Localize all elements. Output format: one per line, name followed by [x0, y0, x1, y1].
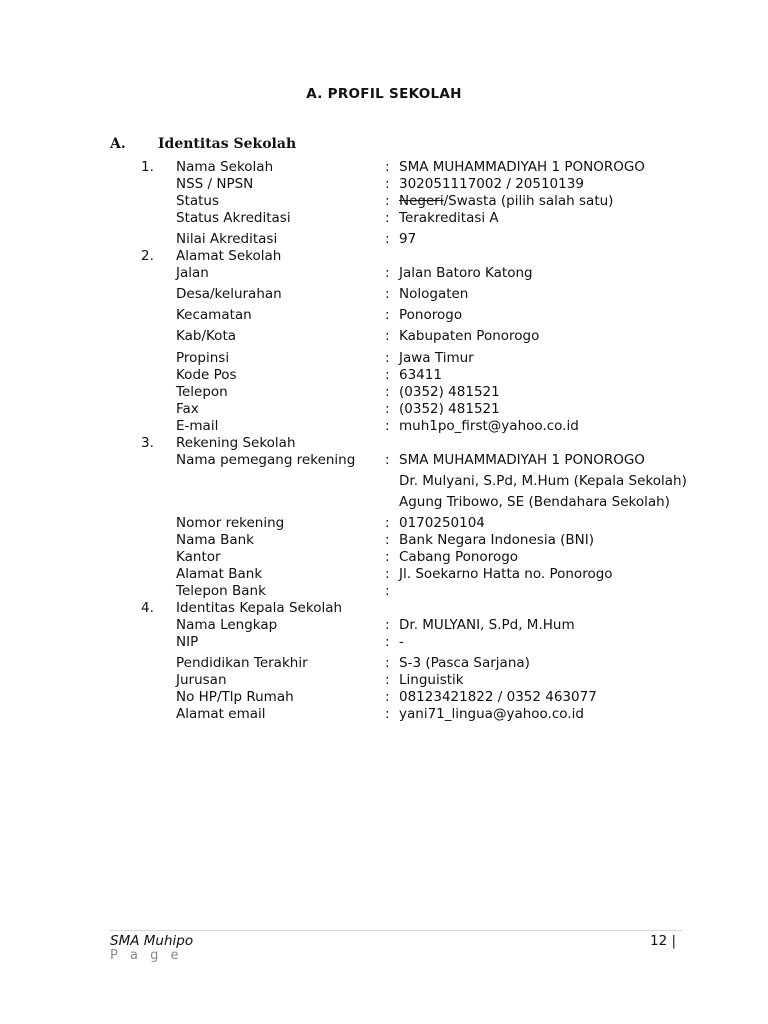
field-value: yani71_lingua@yahoo.co.id — [399, 706, 584, 722]
table-row — [0, 634, 768, 651]
field-label: Propinsi — [176, 350, 230, 366]
field-colon: : — [385, 672, 390, 688]
field-value: 0170250104 — [399, 515, 485, 531]
field-colon: : — [385, 566, 390, 582]
field-label: Nomor rekening — [176, 515, 285, 531]
field-value: muh1po_first@yahoo.co.id — [399, 418, 579, 434]
field-value: - — [399, 634, 404, 650]
field-label: Status — [176, 193, 220, 209]
struck-option: Negeri — [399, 193, 444, 209]
field-colon: : — [385, 265, 390, 281]
field-label: Nama Lengkap — [176, 617, 278, 633]
footer-page-label: P a g e — [110, 948, 183, 963]
field-label: Kantor — [176, 549, 221, 565]
field-value: Terakreditasi A — [399, 210, 499, 226]
item-number: 4. — [141, 600, 154, 616]
table-row — [0, 617, 768, 634]
field-label: Nama Sekolah — [176, 159, 274, 175]
table-row — [0, 532, 768, 549]
field-value: SMA MUHAMMADIYAH 1 PONOROGO — [399, 452, 645, 468]
field-colon: : — [385, 532, 390, 548]
table-row — [0, 655, 768, 672]
field-label: Telepon — [176, 384, 228, 400]
field-label: E-mail — [176, 418, 219, 434]
footer-school-name: SMA Muhipo — [110, 933, 194, 949]
item-number: 2. — [141, 248, 154, 264]
field-value: 97 — [399, 231, 417, 247]
field-colon: : — [385, 367, 390, 383]
table-row — [0, 549, 768, 566]
field-colon: : — [385, 401, 390, 417]
table-row — [0, 600, 768, 617]
field-colon: : — [385, 617, 390, 633]
item-number: 3. — [141, 435, 154, 451]
field-label: Rekening Sekolah — [176, 435, 296, 451]
table-row — [0, 418, 768, 435]
table-row — [0, 231, 768, 248]
field-label: Alamat Sekolah — [176, 248, 282, 264]
table-row — [0, 159, 768, 176]
field-value: 63411 — [399, 367, 442, 383]
field-colon: : — [385, 634, 390, 650]
field-label: Nama Bank — [176, 532, 254, 548]
table-row — [0, 384, 768, 401]
field-colon: : — [385, 689, 390, 705]
table-row — [0, 176, 768, 193]
table-row — [0, 452, 768, 469]
field-colon: : — [385, 549, 390, 565]
field-label: Kab/Kota — [176, 328, 237, 344]
field-value: Jl. Soekarno Hatta no. Ponorogo — [399, 566, 613, 582]
field-label: NIP — [176, 634, 199, 650]
field-value: (0352) 481521 — [399, 401, 500, 417]
item-number: 1. — [141, 159, 154, 175]
table-row — [0, 672, 768, 689]
table-row — [0, 706, 768, 723]
field-label: Desa/kelurahan — [176, 286, 282, 302]
field-label: No HP/Tlp Rumah — [176, 689, 294, 705]
table-row — [0, 494, 768, 511]
field-value: SMA MUHAMMADIYAH 1 PONOROGO — [399, 159, 645, 175]
field-colon: : — [385, 350, 390, 366]
table-row — [0, 286, 768, 303]
table-row — [0, 515, 768, 532]
table-row — [0, 367, 768, 384]
field-value: 302051117002 / 20510139 — [399, 176, 584, 192]
table-row — [0, 401, 768, 418]
field-value — [399, 193, 613, 210]
field-colon: : — [385, 176, 390, 192]
table-row — [0, 307, 768, 324]
field-colon: : — [385, 193, 390, 209]
field-value: Agung Tribowo, SE (Bendahara Sekolah) — [399, 494, 670, 510]
table-row — [0, 583, 768, 600]
field-colon: : — [385, 328, 390, 344]
field-label: Nama pemegang rekening — [176, 452, 356, 468]
table-row — [0, 248, 768, 265]
table-row — [0, 689, 768, 706]
table-row — [0, 473, 768, 490]
field-colon: : — [385, 159, 390, 175]
field-colon: : — [385, 418, 390, 434]
field-value: Linguistik — [399, 672, 464, 688]
field-label: Kecamatan — [176, 307, 252, 323]
field-colon: : — [385, 515, 390, 531]
field-value-text: /Swasta (pilih salah satu) — [443, 193, 614, 209]
footer-divider — [110, 930, 682, 931]
field-label: Status Akreditasi — [176, 210, 291, 226]
field-colon: : — [385, 210, 390, 226]
table-row — [0, 350, 768, 367]
field-value: Kabupaten Ponorogo — [399, 328, 540, 344]
field-colon: : — [385, 655, 390, 671]
page-title: A. PROFIL SEKOLAH — [306, 86, 462, 102]
field-value: Jalan Batoro Katong — [399, 265, 533, 281]
field-label: Nilai Akreditasi — [176, 231, 278, 247]
field-value: Nologaten — [399, 286, 469, 302]
section-heading: Identitas Sekolah — [158, 136, 297, 152]
field-colon: : — [385, 307, 390, 323]
field-label: Jurusan — [176, 672, 227, 688]
field-label: Kode Pos — [176, 367, 237, 383]
field-colon: : — [385, 231, 390, 247]
field-label: Fax — [176, 401, 199, 417]
field-label: Alamat email — [176, 706, 266, 722]
section-letter: A. — [110, 136, 126, 152]
field-value: (0352) 481521 — [399, 384, 500, 400]
field-value: 08123421822 / 0352 463077 — [399, 689, 597, 705]
field-label: Identitas Kepala Sekolah — [176, 600, 343, 616]
field-label: Telepon Bank — [176, 583, 266, 599]
field-colon: : — [385, 452, 390, 468]
table-row — [0, 328, 768, 345]
table-row — [0, 210, 768, 227]
field-colon: : — [385, 706, 390, 722]
table-row — [0, 435, 768, 452]
field-value: Dr. MULYANI, S.Pd, M.Hum — [399, 617, 575, 633]
field-value: Cabang Ponorogo — [399, 549, 519, 565]
table-row — [0, 265, 768, 282]
field-value: Dr. Mulyani, S.Pd, M.Hum (Kepala Sekolah) — [399, 473, 687, 489]
field-label: Jalan — [176, 265, 209, 281]
field-label: NSS / NPSN — [176, 176, 254, 192]
table-row — [0, 566, 768, 583]
field-label: Alamat Bank — [176, 566, 263, 582]
field-label: Pendidikan Terakhir — [176, 655, 308, 671]
table-row — [0, 193, 768, 210]
field-value: Ponorogo — [399, 307, 463, 323]
field-value: Jawa Timur — [399, 350, 474, 366]
field-value: Bank Negara Indonesia (BNI) — [399, 532, 595, 548]
field-value: S-3 (Pasca Sarjana) — [399, 655, 530, 671]
footer-page-number: 12 | — [650, 933, 677, 949]
field-colon: : — [385, 583, 390, 599]
field-colon: : — [385, 286, 390, 302]
field-colon: : — [385, 384, 390, 400]
